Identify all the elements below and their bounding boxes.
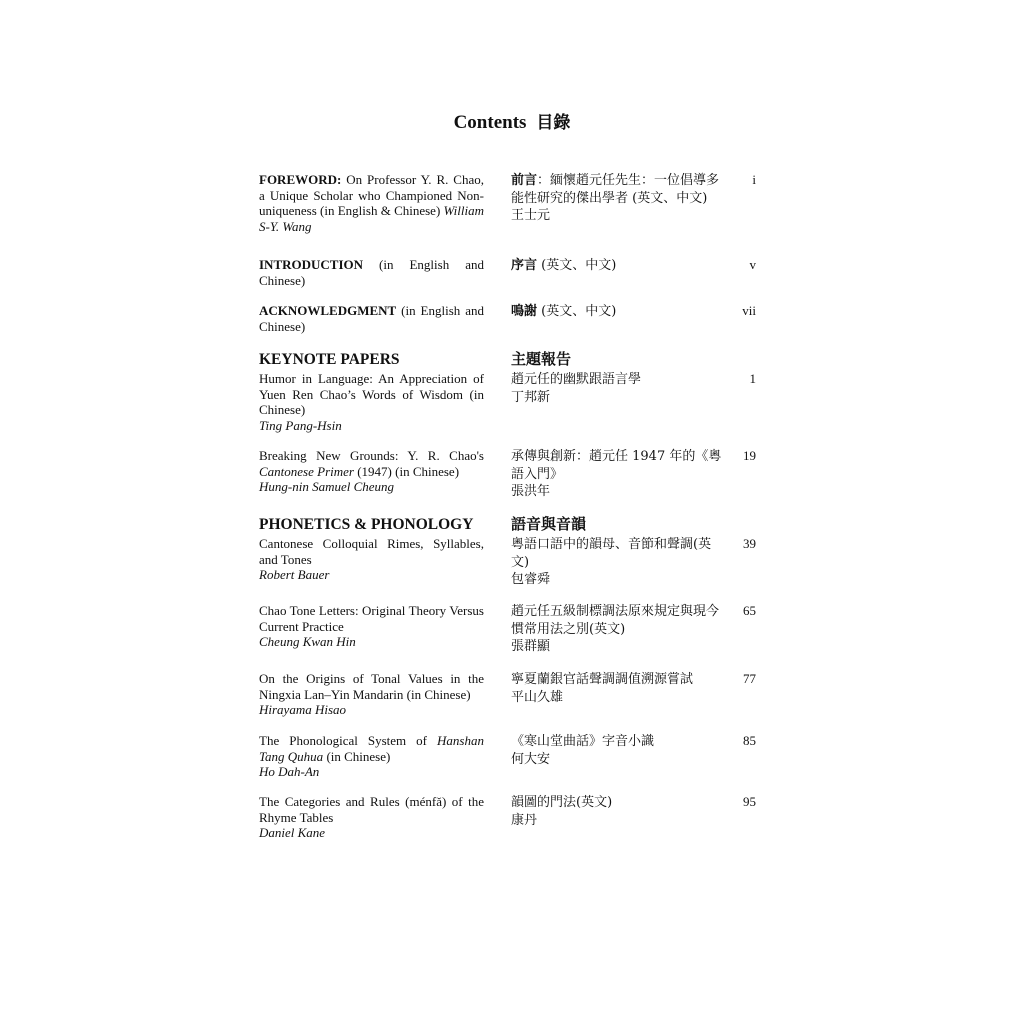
entry-zh-title: (英文、中文) <box>537 258 617 273</box>
entry-title-italic: Cantonese Primer <box>259 463 354 479</box>
entry-author: Cheung Kwan Hin <box>259 634 356 649</box>
entry-zh-author: 王士元 <box>511 208 551 223</box>
entry-english <box>259 536 484 583</box>
entry-author: Hirayama Hisao <box>259 702 347 717</box>
entry-title: (in English and Chinese) <box>259 257 484 288</box>
entry-title-part: The Phonological System of <box>259 733 438 748</box>
entry-author: Hung-nin Samuel Cheung <box>259 479 395 494</box>
entry-title-italic: Hanshan Tang Quhua <box>259 733 484 764</box>
entry-zh-author: 平山久雄 <box>511 689 564 705</box>
entry-english <box>259 671 484 718</box>
entry-chinese <box>511 371 729 406</box>
entry-zh-label: 前言 <box>511 173 538 188</box>
entry-title: On Professor Y. R. Chao, a Unique Scholar who Championed Non-uniqueness (in English & Chinese) <box>259 172 484 218</box>
entry-zh-title: 寧夏蘭銀官話聲調調值溯源嘗試 <box>511 672 694 687</box>
entry-page-number: 85 <box>743 733 756 748</box>
entry-zh-title: (英文、中文) <box>537 304 617 319</box>
entry-label: ACKNOWLEDGMENT <box>259 303 397 318</box>
entry-english <box>259 733 484 780</box>
entry-zh-title: 粵語口語中的韻母、音節和聲調(英文) <box>511 537 712 570</box>
section-heading-zh: 語音與音韻 <box>511 515 587 533</box>
entry-zh-author: 包睿舜 <box>511 572 551 587</box>
entry-title-part: Breaking New Grounds: Y. R. Chao's <box>259 448 484 463</box>
entry-zh-label: 序言 <box>511 258 538 273</box>
entry-title: Humor in Language: An Appreciation of Yuen Ren Chao’s Words of Wisdom (in Chinese) <box>259 371 484 417</box>
entry-chinese <box>511 671 729 706</box>
entry-english <box>259 371 484 433</box>
entry-page-number: 95 <box>743 794 756 809</box>
entry-author: William S-Y. Wang <box>259 203 484 234</box>
entry-chinese <box>511 303 729 321</box>
entry-zh-author: 張洪年 <box>511 484 551 499</box>
entry-page-number: 19 <box>743 448 756 463</box>
entry-title: The Categories and Rules (ménfǎ) of the Rhyme Tables <box>259 794 484 825</box>
entry-author: Robert Bauer <box>259 567 330 582</box>
entry-english <box>259 794 484 841</box>
entry-author: Daniel Kane <box>259 825 326 840</box>
entry-zh-title: ：緬懷趙元任先生：一位倡導多能性研究的傑出學者 (英文、中文) <box>511 173 720 206</box>
entry-title-part: (in Chinese) <box>323 748 391 764</box>
entry-title: Cantonese Colloquial Rimes, Syllables, and Tones <box>259 536 484 567</box>
entry-page-number: v <box>749 257 756 272</box>
entry-zh-label: 鳴謝 <box>511 304 538 319</box>
entry-chinese <box>511 536 729 589</box>
page-title-zh: 目錄 <box>536 113 571 133</box>
entry-zh-title: 承傳與創新：趙元任 1947 年的《粵語入門》 <box>511 449 722 482</box>
entry-chinese <box>511 172 729 225</box>
section-heading-zh: 主題報告 <box>511 350 572 368</box>
entry-title: On the Origins of Tonal Values in the Ningxia Lan–Yin Mandarin (in Chinese) <box>259 671 484 702</box>
entry-title: (in English and Chinese) <box>259 303 484 334</box>
entry-title: Chao Tone Letters: Original Theory Versus Current Practice <box>259 603 484 634</box>
entry-english <box>259 172 484 234</box>
entry-chinese <box>511 733 729 768</box>
entry-chinese <box>511 448 729 501</box>
entry-english <box>259 603 484 650</box>
page-title <box>0 108 1024 134</box>
entry-zh-title: 韻圖的門法(英文) <box>511 795 613 810</box>
entry-zh-title: 趙元任五級制標調法原來規定與現今慣常用法之別(英文) <box>511 604 720 637</box>
entry-page-number: vii <box>742 303 756 318</box>
entry-page-number: 77 <box>743 671 756 686</box>
entry-zh-author: 張群顯 <box>511 639 551 654</box>
entry-zh-title: 趙元任的幽默跟語言學 <box>511 372 642 387</box>
entry-page-number: 39 <box>743 536 756 551</box>
entry-label: FOREWORD: <box>259 172 342 187</box>
entry-page-number: 1 <box>749 371 756 386</box>
entry-zh-title: 《寒山堂曲話》字音小識 <box>511 734 655 749</box>
entry-chinese <box>511 794 729 829</box>
entry-author: Ting Pang-Hsin <box>259 417 342 433</box>
entry-title-part: (1947) (in Chinese) <box>353 463 460 479</box>
entry-english <box>259 257 484 288</box>
entry-author: Ho Dah-An <box>259 764 320 779</box>
page-title-en: Contents <box>453 112 527 133</box>
entry-zh-author: 丁邦新 <box>511 389 551 405</box>
section-heading-en: KEYNOTE PAPERS <box>259 351 400 368</box>
entry-zh-author: 康丹 <box>511 812 538 828</box>
entry-label: INTRODUCTION <box>259 257 364 272</box>
entry-page-number: 65 <box>743 603 756 618</box>
entry-english <box>259 303 484 334</box>
entry-chinese <box>511 603 729 656</box>
entry-page-number: i <box>752 172 756 187</box>
entry-english <box>259 448 484 495</box>
entry-chinese <box>511 257 729 275</box>
entry-zh-author: 何大安 <box>511 751 551 767</box>
section-heading-en: PHONETICS & PHONOLOGY <box>259 516 474 533</box>
